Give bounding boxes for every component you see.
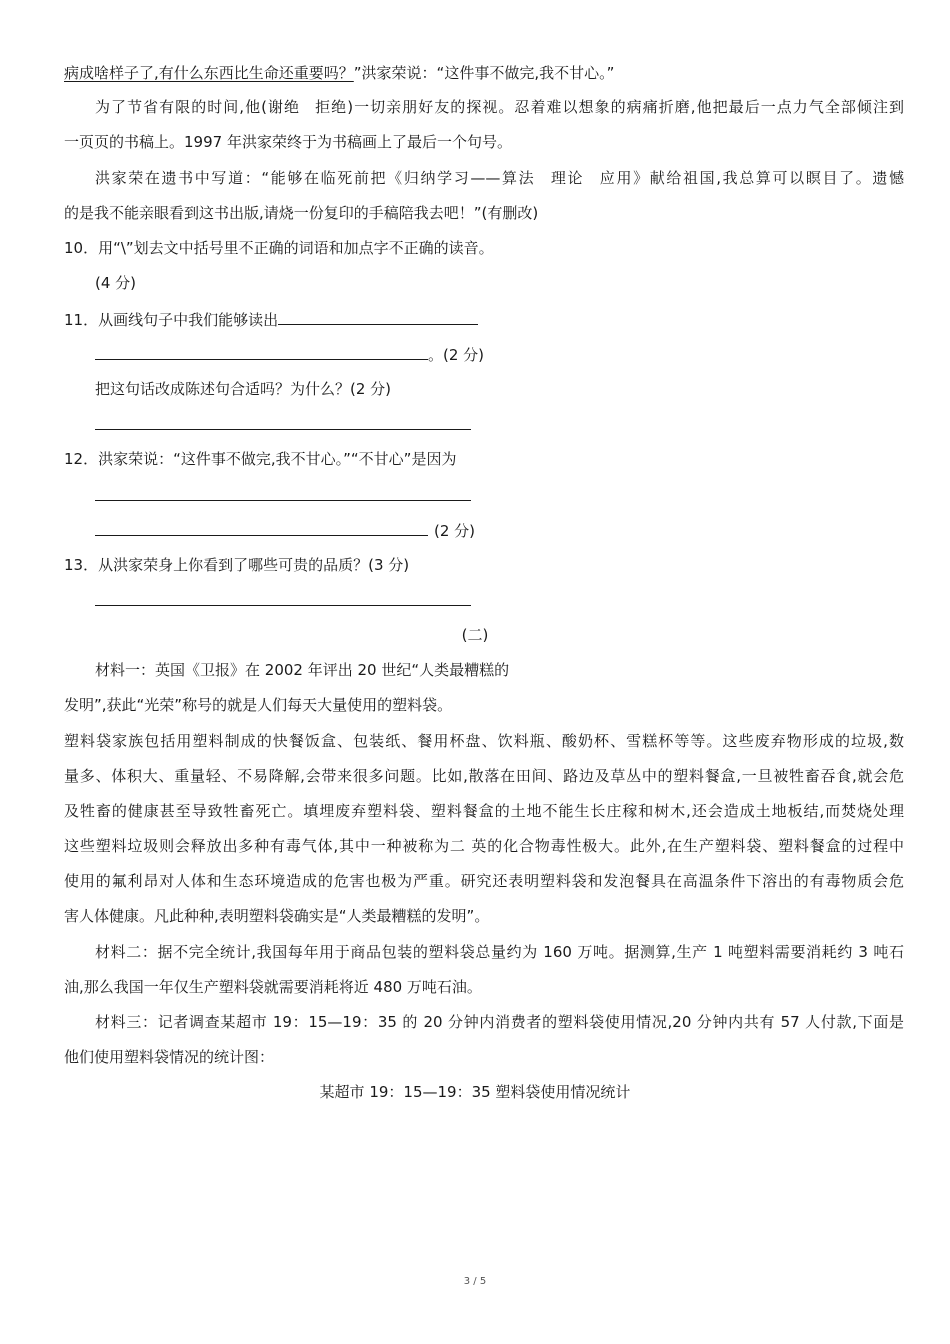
- text-run: 洪家荣在遗书中写道：“能够在临死前把《归纳学习——算法: [95, 169, 536, 187]
- material-1-line-1: 材料一：英国《卫报》在 2002 年评出 20 世纪“人类最糟糕的: [95, 661, 510, 679]
- question-13-answer-line: [95, 590, 904, 611]
- material-1-para-line: 及牲畜的健康甚至导致牲畜死亡。填埋废弃塑料袋、塑料餐盒的土地不能生长庄稼和树木,还会造成土地板结,而焚烧处理: [64, 802, 904, 820]
- material-2-line-1: 材料二：据不完全统计,我国每年用于商品包装的塑料袋总量约为 160 万吨。据测算,生产 1 吨塑料需要消耗约 3 吨石: [95, 943, 904, 961]
- answer-blank[interactable]: [278, 309, 478, 325]
- question-10: 10．用“\”划去文中括号里不正确的词语和加点字不正确的读音。: [64, 239, 494, 257]
- text-run: 应用》献给祖国,我总算可以瞑目了。遗憾: [598, 169, 904, 187]
- passage-line-4: [95, 168, 904, 188]
- answer-blank[interactable]: [95, 344, 428, 360]
- question-11-line-2: [95, 344, 904, 365]
- passage-line-2: [95, 97, 904, 117]
- chart-caption: 某超市 19：15—19：35 塑料袋使用情况统计: [319, 1083, 631, 1101]
- material-1-para-line: 塑料袋家族包括用塑料制成的快餐饭盒、包装纸、餐用杯盘、饮料瓶、酸奶杯、雪糕杯等等。这些废弃物形成的垃圾,数: [64, 732, 904, 750]
- answer-blank[interactable]: [95, 590, 471, 606]
- question-11-answer-line: [95, 414, 904, 435]
- passage-quote: ”洪家荣说：“这件事不做完,我不甘心。”: [353, 64, 615, 82]
- question-12: 12．洪家荣说：“这件事不做完,我不甘心。”“不甘心”是因为: [64, 450, 457, 468]
- passage-line-1: [64, 63, 904, 83]
- passage-line-5: 的是我不能亲眼看到这书出版,请烧一份复印的手稿陪我去吧！”(有删改): [64, 204, 539, 222]
- text-run: 拒绝)一切亲朋好友的探视。忍着难以想象的病痛折磨,他把最后一点力气全部倾注到: [314, 98, 904, 116]
- answer-blank[interactable]: [95, 520, 428, 536]
- section-heading: (二): [461, 626, 489, 644]
- answer-blank[interactable]: [95, 485, 471, 501]
- passage-line-3: 一页页的书稿上。1997 年洪家荣终于为书稿画上了最后一个句号。: [64, 133, 512, 151]
- question-12-answer-line-2: [95, 520, 904, 541]
- question-11: [64, 309, 904, 330]
- question-11-sub: 把这句话改成陈述句合适吗？为什么？(2 分): [95, 380, 392, 398]
- question-12-score: (2 分): [434, 522, 476, 540]
- material-3-line-2: 他们使用塑料袋情况的统计图：: [64, 1048, 275, 1066]
- question-13: 13．从洪家荣身上你看到了哪些可贵的品质？(3 分): [64, 556, 410, 574]
- question-12-answer-line-1: [95, 485, 904, 506]
- question-10-score: (4 分): [95, 274, 137, 292]
- underlined-sentence: 病成啥样子了,有什么东西比生命还重要吗？: [64, 64, 354, 82]
- material-1-para-line: 害人体健康。凡此种种,表明塑料袋确实是“人类最糟糕的发明”。: [64, 907, 490, 925]
- question-11-text: 11．从画线句子中我们能够读出: [64, 311, 279, 329]
- material-1-para-line: 量多、体积大、重量轻、不易降解,会带来很多问题。比如,散落在田间、路边及草丛中的塑料餐盒,一旦被牲畜吞食,就会危: [64, 767, 904, 785]
- text-run: 为了节省有限的时间,他(谢绝: [95, 98, 301, 116]
- text-run: 理论: [549, 169, 585, 187]
- page-number: 3 / 5: [463, 1276, 487, 1287]
- answer-blank[interactable]: [95, 414, 471, 430]
- material-2-line-2: 油,那么我国一年仅生产塑料袋就需要消耗将近 480 万吨石油。: [64, 978, 482, 996]
- material-1-para-line: 这些塑料垃圾则会释放出多种有毒气体,其中一种被称为二 英的化合物毒性极大。此外,在生产塑料袋、塑料餐盒的过程中: [64, 837, 904, 855]
- material-3-line-1: 材料三：记者调查某超市 19：15—19：35 的 20 分钟内消费者的塑料袋使用情况,20 分钟内共有 57 人付款,下面是: [95, 1013, 904, 1031]
- material-1-para-line: 使用的氟利昂对人体和生态环境造成的危害也极为严重。研究还表明塑料袋和发泡餐具在高温条件下溶出的有毒物质会危: [64, 872, 904, 890]
- material-1-line-2: 发明”,获此“光荣”称号的就是人们每天大量使用的塑料袋。: [64, 696, 453, 714]
- question-11-score: 。(2 分): [428, 346, 485, 364]
